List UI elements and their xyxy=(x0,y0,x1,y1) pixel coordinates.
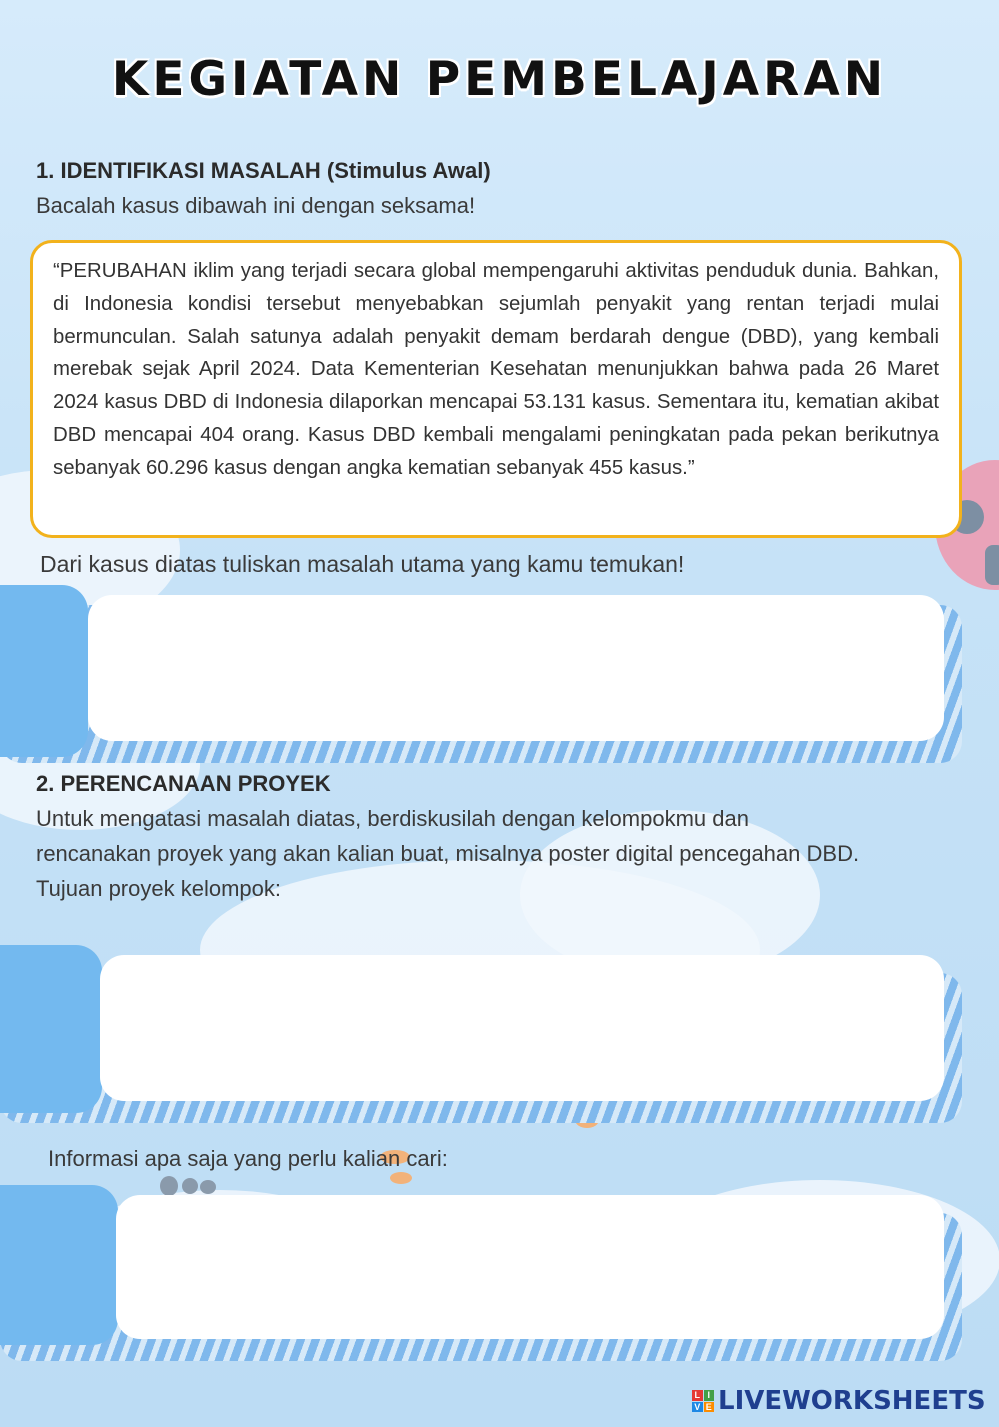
page-title: KEGIATAN PEMBELAJARAN xyxy=(111,52,888,107)
section2-intro-line1: Untuk mengatasi masalah diatas, berdiskusilah dengan kelompokmu dan xyxy=(36,806,749,831)
logo-letter-v: V xyxy=(692,1402,703,1413)
section1-heading: 1. IDENTIFIKASI MASALAH (Stimulus Awal) xyxy=(36,158,491,183)
goal-label: Tujuan proyek kelompok: xyxy=(36,876,281,901)
logo-letter-i: I xyxy=(704,1390,715,1401)
case-text: “PERUBAHAN iklim yang terjadi secara global mempengaruhi aktivitas penduduk dunia. Bahkan, di Indonesia kondisi tersebut menyebabkan sejumlah penyakit yang rentan terjadi mulai bermunculan. Salah satunya adalah penyakit demam berdarah dengue (DBD), yang kembali merebak sejak April 2024. Data Kementerian Kesehatan menunjukkan bahwa pada 26 Maret 2024 kasus DBD di Indonesia dilaporkan mencapai 53.131 kasus. Sementara itu, kematian akibat DBD mencapai 404 orang. Kasus DBD kembali mengalami peningkatan pada pekan berikutnya sebanyak 60.296 kasus dengan angka kematian sebanyak 455 kasus.” xyxy=(53,260,939,479)
section2-heading: 2. PERENCANAAN PROYEK xyxy=(36,771,331,796)
problem-answer-input[interactable] xyxy=(88,595,944,741)
info-answer-input[interactable] xyxy=(116,1195,944,1339)
answer-area-goal xyxy=(0,945,999,1135)
brand-name: LIVEWORKSHEETS xyxy=(718,1386,986,1416)
case-text-box xyxy=(30,240,962,538)
answer-area-info xyxy=(0,1185,999,1370)
answer-area-problem xyxy=(0,585,999,770)
logo-letter-e: E xyxy=(704,1402,715,1413)
section1-instruction: Bacalah kasus dibawah ini dengan seksama! xyxy=(36,193,476,218)
section1-question: Dari kasus diatas tuliskan masalah utama yang kamu temukan! xyxy=(40,551,685,577)
goal-answer-input[interactable] xyxy=(100,955,944,1101)
liveworksheets-logo-icon xyxy=(692,1390,714,1412)
section2-intro-line2: rencanakan proyek yang akan kalian buat, misalnya poster digital pencegahan DBD. xyxy=(36,841,860,866)
liveworksheets-logo[interactable] xyxy=(692,1386,986,1416)
info-label: Informasi apa saja yang perlu kalian cari: xyxy=(48,1146,448,1171)
logo-letter-l: L xyxy=(692,1390,703,1401)
